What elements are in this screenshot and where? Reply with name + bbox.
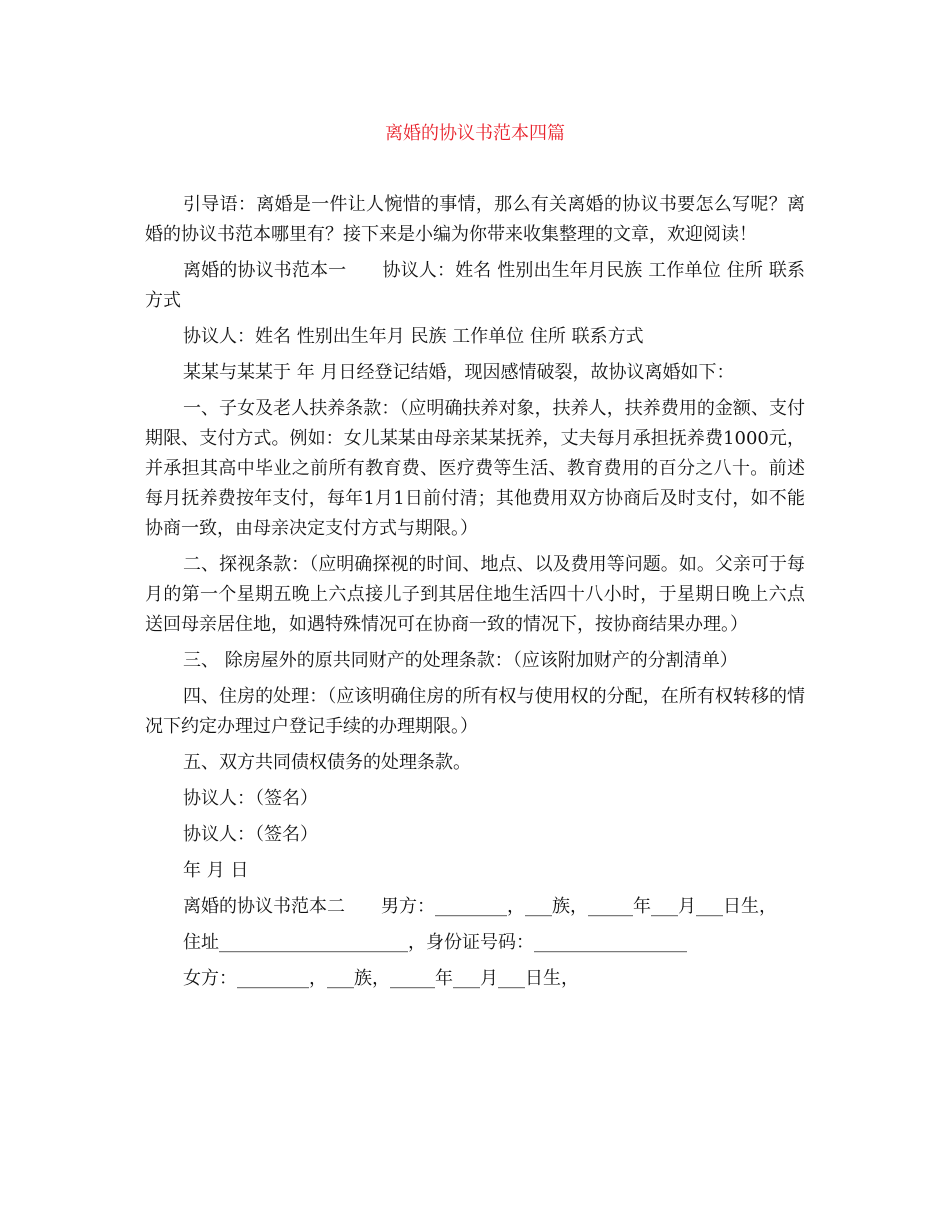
paragraph-marriage-statement: 某某与某某于 年 月日经登记结婚，现因感情破裂，故协议离婚如下： bbox=[183, 362, 735, 383]
paragraph-date: 年 月 日 bbox=[183, 860, 249, 881]
paragraph-female: 女方：________，___族，_____年___月___日生， bbox=[183, 968, 579, 989]
paragraph-party-b: 协议人：姓名 性别出生年月 民族 工作单位 住所 联系方式 bbox=[183, 326, 644, 347]
paragraph-intro: 引导语：离婚是一件让人惋惜的事情，那么有关离婚的协议书要怎么写呢？离婚的协议书范本哪里有？接下来是小编为你带来收集整理的文章，欢迎阅读！ bbox=[145, 194, 805, 245]
paragraph-address-id: 住址_____________________，身份证号码：_________________ bbox=[183, 932, 687, 953]
document-title: 离婚的协议书范本四篇 bbox=[385, 123, 565, 144]
paragraph-clause-property: 三、 除房屋外的原共同财产的处理条款：（应该附加财产的分割清单） bbox=[183, 650, 738, 671]
document-body bbox=[145, 190, 805, 1000]
paragraph-clause-debts: 五、双方共同债权债务的处理条款。 bbox=[183, 752, 471, 773]
paragraph-template-one-party-a: 离婚的协议书范本一 协议人：姓名 性别出生年月民族 工作单位 住所 联系方式 bbox=[145, 260, 805, 311]
paragraph-clause-housing: 四、住房的处理：（应该明确住房的所有权与使用权的分配，在所有权转移的情况下约定办理过户登记手续的办理期限。） bbox=[145, 686, 805, 737]
paragraph-template-two-male: 离婚的协议书范本二 男方：________，___族，_____年___月___日生， bbox=[183, 896, 777, 917]
paragraph-clause-children: 一、子女及老人扶养条款：（应明确扶养对象，扶养人，扶养费用的金额、支付期限、支付方式。例如：女儿某某由母亲某某抚养，丈夫每月承担抚养费1000元，并承担其高中毕业之前所有教育费、医疗费等生活、教育费用的百分之八十。前述每月抚养费按年支付，每年1月1日前付清；其他费用双方协商后及时支付，如不能协商一致，由母亲决定支付方式与期限。） bbox=[145, 398, 805, 539]
paragraph-signature-1: 协议人：（签名） bbox=[183, 788, 318, 809]
paragraph-clause-visitation: 二、探视条款：（应明确探视的时间、地点、以及费用等问题。如。父亲可于每月的第一个星期五晚上六点接儿子到其居住地生活四十八小时，于星期日晚上六点送回母亲居住地，如遇特殊情况可在协商一致的情况下，按协商结果办理。） bbox=[145, 554, 805, 635]
paragraph-signature-2: 协议人：（签名） bbox=[183, 824, 318, 845]
